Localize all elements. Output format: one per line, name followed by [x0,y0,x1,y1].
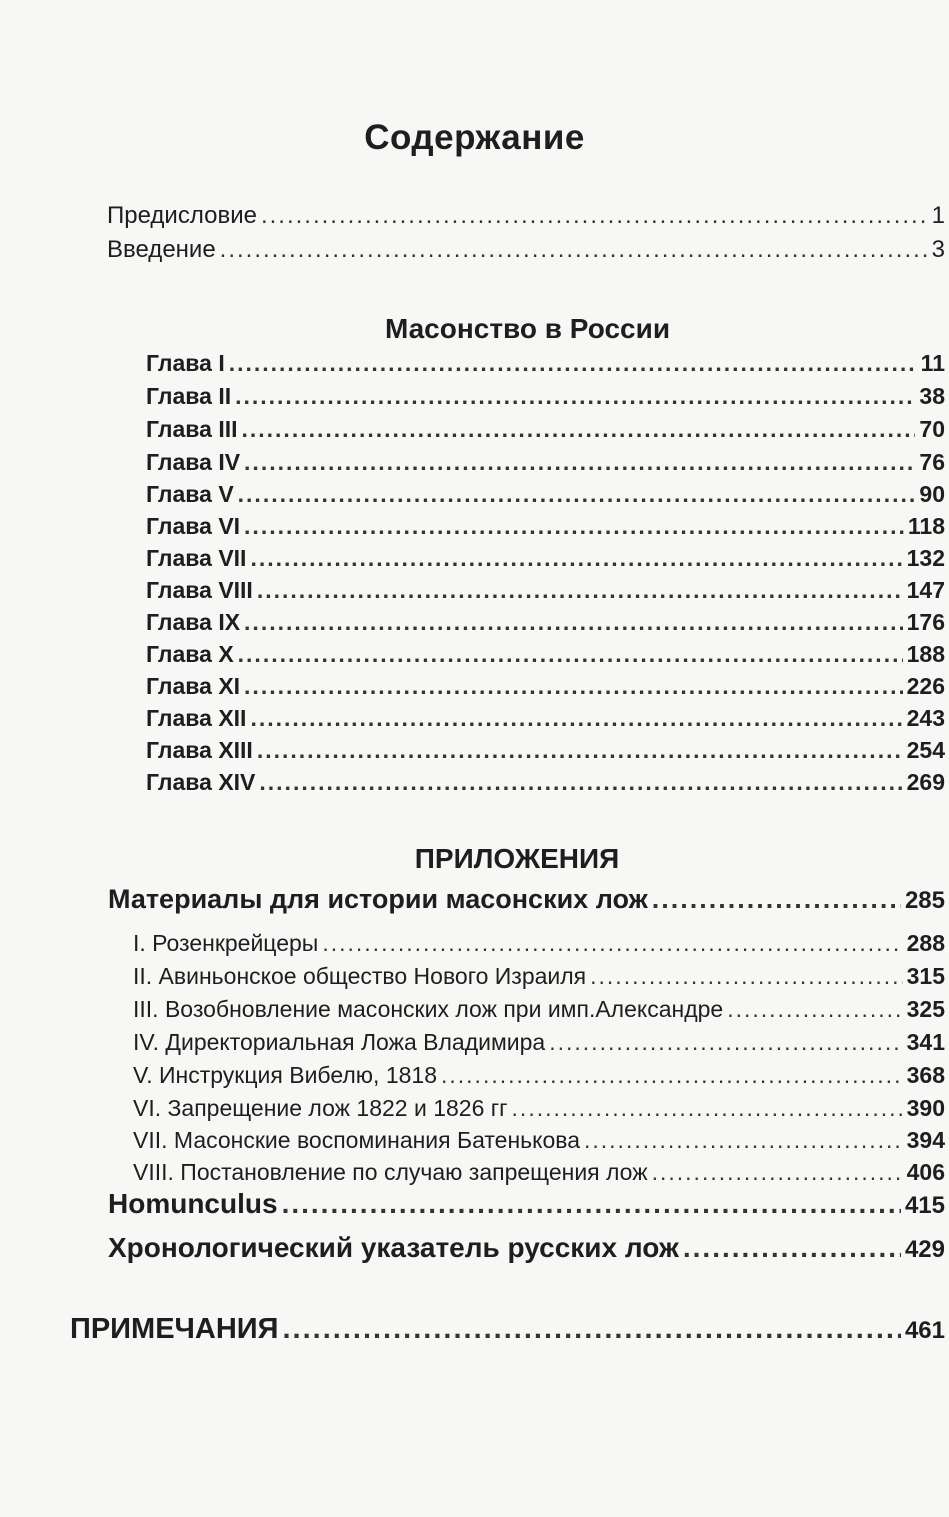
toc-entry-label: ПРИМЕЧАНИЯ [70,1313,279,1345]
toc-entry-page: 461 [904,1317,945,1344]
toc-entry-chapter [146,545,945,572]
toc-entry-chapter [146,383,945,410]
toc-entry-page: 390 [906,1095,945,1121]
toc-entry-page: 315 [906,963,945,989]
toc-entry-page: 341 [906,1029,945,1055]
leader-dots [235,383,915,410]
leader-dots [244,673,903,700]
toc-entry-label: VII. Масонские воспоминания Батенькова [133,1127,580,1153]
toc-entry-page: 176 [906,609,945,635]
toc-entry-chapter [146,577,945,604]
toc-entry-appendix-item [133,1062,945,1089]
toc-entry-homunculus [108,1188,945,1220]
leader-dots [238,641,903,668]
leader-dots [250,705,902,732]
toc-entry-page: 118 [907,513,945,539]
leader-dots [257,737,903,764]
toc-entry-label: Глава VIII [146,577,253,603]
toc-entry-label: II. Авиньонское общество Нового Израиля [133,963,587,989]
toc-entry-page: 38 [919,383,945,409]
toc-entry-chronology [108,1232,945,1264]
toc-entry-page: 406 [906,1159,945,1185]
toc-entry-chapter [146,449,945,476]
toc-entry-page: 226 [906,673,945,699]
toc-entry-label: Хронологический указатель русских лож [108,1232,679,1263]
toc-entry-chapter [146,350,945,377]
toc-entry-label: Глава XII [146,705,247,731]
toc-entry-label: Глава V [146,481,234,507]
toc-entry-chapter [146,416,945,443]
toc-entry-page: 429 [904,1236,945,1263]
toc-entry-chapter [146,609,945,636]
leader-dots [590,963,902,990]
toc-entry-label: VI. Запрещение лож 1822 и 1826 гг [133,1095,508,1121]
toc-entry-page: 254 [906,737,945,763]
toc-entry-chapter [146,641,945,668]
toc-entry-label: Введение [107,236,216,263]
leader-dots [441,1062,903,1089]
toc-entry-label: Глава XI [146,673,241,699]
toc-entry-page: 288 [906,930,945,956]
leader-dots [727,996,902,1023]
toc-entry-label: Homunculus [108,1188,278,1219]
toc-entry-page: 415 [904,1192,945,1219]
toc-entry-page: 325 [906,996,945,1022]
toc-entry-page: 188 [906,641,945,667]
leader-dots [584,1127,903,1154]
toc-entry-label: Глава I [146,350,225,376]
leader-dots [652,1159,903,1186]
leader-dots [244,609,903,636]
toc-entry-label: Глава VI [146,513,241,539]
leader-dots [549,1029,902,1056]
toc-entry-page: 132 [906,545,945,571]
leader-dots [282,1313,900,1346]
toc-entry-appendix-item [133,1095,945,1122]
toc-entry-page: 11 [920,350,945,376]
leader-dots [244,513,904,540]
toc-entry-label: Глава II [146,383,232,409]
toc-entry-page: 269 [906,769,945,795]
toc-entry-label: III. Возобновление масонских лож при имп.Александре [133,996,724,1022]
toc-entry-label: Глава XIII [146,737,253,763]
toc-entry-label: Глава XIV [146,769,256,795]
toc-entry-page: 3 [931,236,945,263]
toc-entry-page: 76 [919,449,945,475]
leader-dots [244,449,915,476]
toc-entry-notes [70,1313,945,1346]
leader-dots [250,545,902,572]
leader-dots [220,236,928,264]
leader-dots [229,350,917,377]
toc-entry-page: 70 [919,416,945,442]
toc-entry-page: 90 [919,481,945,507]
toc-entry-chapter [146,673,945,700]
toc-entry-appendix-item [133,1127,945,1154]
toc-entry-materials [108,884,945,915]
toc-entry-label: V. Инструкция Вибелю, 1818 [133,1062,437,1088]
toc-entry-page: 394 [906,1127,945,1153]
toc-entry-appendix-item [133,1159,945,1186]
leader-dots [512,1095,903,1122]
toc-entry-label: IV. Директориальная Ложа Владимира [133,1029,546,1055]
toc-entry-label: Глава X [146,641,234,667]
toc-entry-label: I. Розенкрейцеры [133,930,319,956]
toc-entry-appendix-item [133,996,945,1023]
toc-entry-page: 1 [931,202,945,229]
toc-entry-label: Глава III [146,416,238,442]
toc-entry-chapter [146,769,945,796]
toc-entry-chapter [146,737,945,764]
leader-dots [282,1188,901,1220]
toc-entry-page: 285 [904,887,945,914]
toc-entry-label: VIII. Постановление по случаю запрещения лож [133,1159,648,1185]
page-title: Содержание [364,118,585,157]
section-heading-appendix: ПРИЛОЖЕНИЯ [414,843,620,874]
toc-entry-preface [107,202,945,230]
toc-entry-label: Материалы для истории масонских лож [108,884,648,914]
toc-entry-chapter [146,513,945,540]
leader-dots [652,884,901,915]
leader-dots [683,1232,901,1264]
toc-entry-page: 243 [906,705,945,731]
leader-dots [241,416,915,443]
toc-entry-chapter [146,481,945,508]
toc-entry-page: 368 [906,1062,945,1088]
leader-dots [238,481,916,508]
toc-entry-chapter [146,705,945,732]
toc-entry-label: Глава IX [146,609,241,635]
toc-entry-page: 147 [906,577,945,603]
toc-entry-appendix-item [133,1029,945,1056]
leader-dots [261,202,928,230]
toc-entry-appendix-item [133,963,945,990]
toc-entry-appendix-item [133,930,945,957]
toc-entry-label: Предисловие [107,202,257,229]
section-heading-masonry: Масонство в России [384,313,671,344]
toc-entry-label: Глава IV [146,449,241,475]
toc-entry-label: Глава VII [146,545,247,571]
leader-dots [257,577,903,604]
leader-dots [259,769,902,796]
leader-dots [322,930,902,957]
toc-entry-introduction [107,236,945,264]
